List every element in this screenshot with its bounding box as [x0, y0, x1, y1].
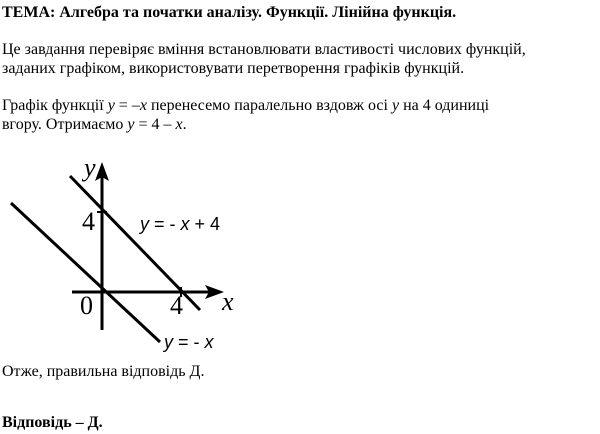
upper-label-y: y	[140, 214, 149, 234]
y-axis-label: y	[84, 153, 96, 182]
upper-label-tail: + 4	[189, 214, 221, 234]
x-tick-label: 4	[170, 291, 183, 320]
upper-label-x: x	[180, 214, 190, 234]
intro-line-2: заданих графіком, використовувати перетворення графіків функцій.	[2, 60, 465, 77]
upper-label-eq: = -	[149, 214, 181, 234]
x-axis-label: x	[222, 287, 234, 316]
explanation-text: вгору. Отримаємо	[2, 116, 128, 133]
intro-line-1: Це завдання перевіряє вміння встановлювати властивості числових функцій,	[2, 41, 526, 58]
lower-label-y: y	[164, 332, 173, 352]
graph-svg	[0, 150, 260, 360]
conclusion-text: Отже, правильна відповідь Д.	[2, 363, 205, 380]
lower-line-label	[162, 332, 215, 352]
explanation-text: .	[182, 116, 187, 133]
math-var: y	[107, 97, 115, 114]
lower-label-eq: = -	[173, 332, 205, 352]
function-graph	[0, 150, 260, 360]
math-var: x	[175, 116, 183, 133]
explanation-text: на 4 одиниці	[399, 97, 490, 114]
math-var: y	[391, 97, 400, 114]
math-eq: = 4 –	[134, 116, 176, 133]
explanation-text: Графік функції	[2, 97, 108, 114]
page-title: ТЕМА: Алгебра та початки аналізу. Функції. Лінійна функція.	[2, 4, 457, 21]
y-tick-label: 4	[82, 207, 95, 236]
math-var: y	[127, 116, 135, 133]
math-var: x	[139, 97, 147, 114]
explanation-text: перенесемо паралельно вздовж осі	[146, 97, 392, 114]
line-y-neg-x-plus-4	[70, 176, 200, 310]
lower-label-x: x	[204, 332, 214, 352]
origin-label: 0	[80, 291, 93, 320]
upper-line-label	[138, 214, 220, 234]
math-eq: = –	[114, 97, 140, 114]
explanation-line-2	[2, 115, 187, 135]
answer-text: Відповідь – Д.	[2, 414, 103, 431]
explanation-line-1	[2, 96, 489, 116]
